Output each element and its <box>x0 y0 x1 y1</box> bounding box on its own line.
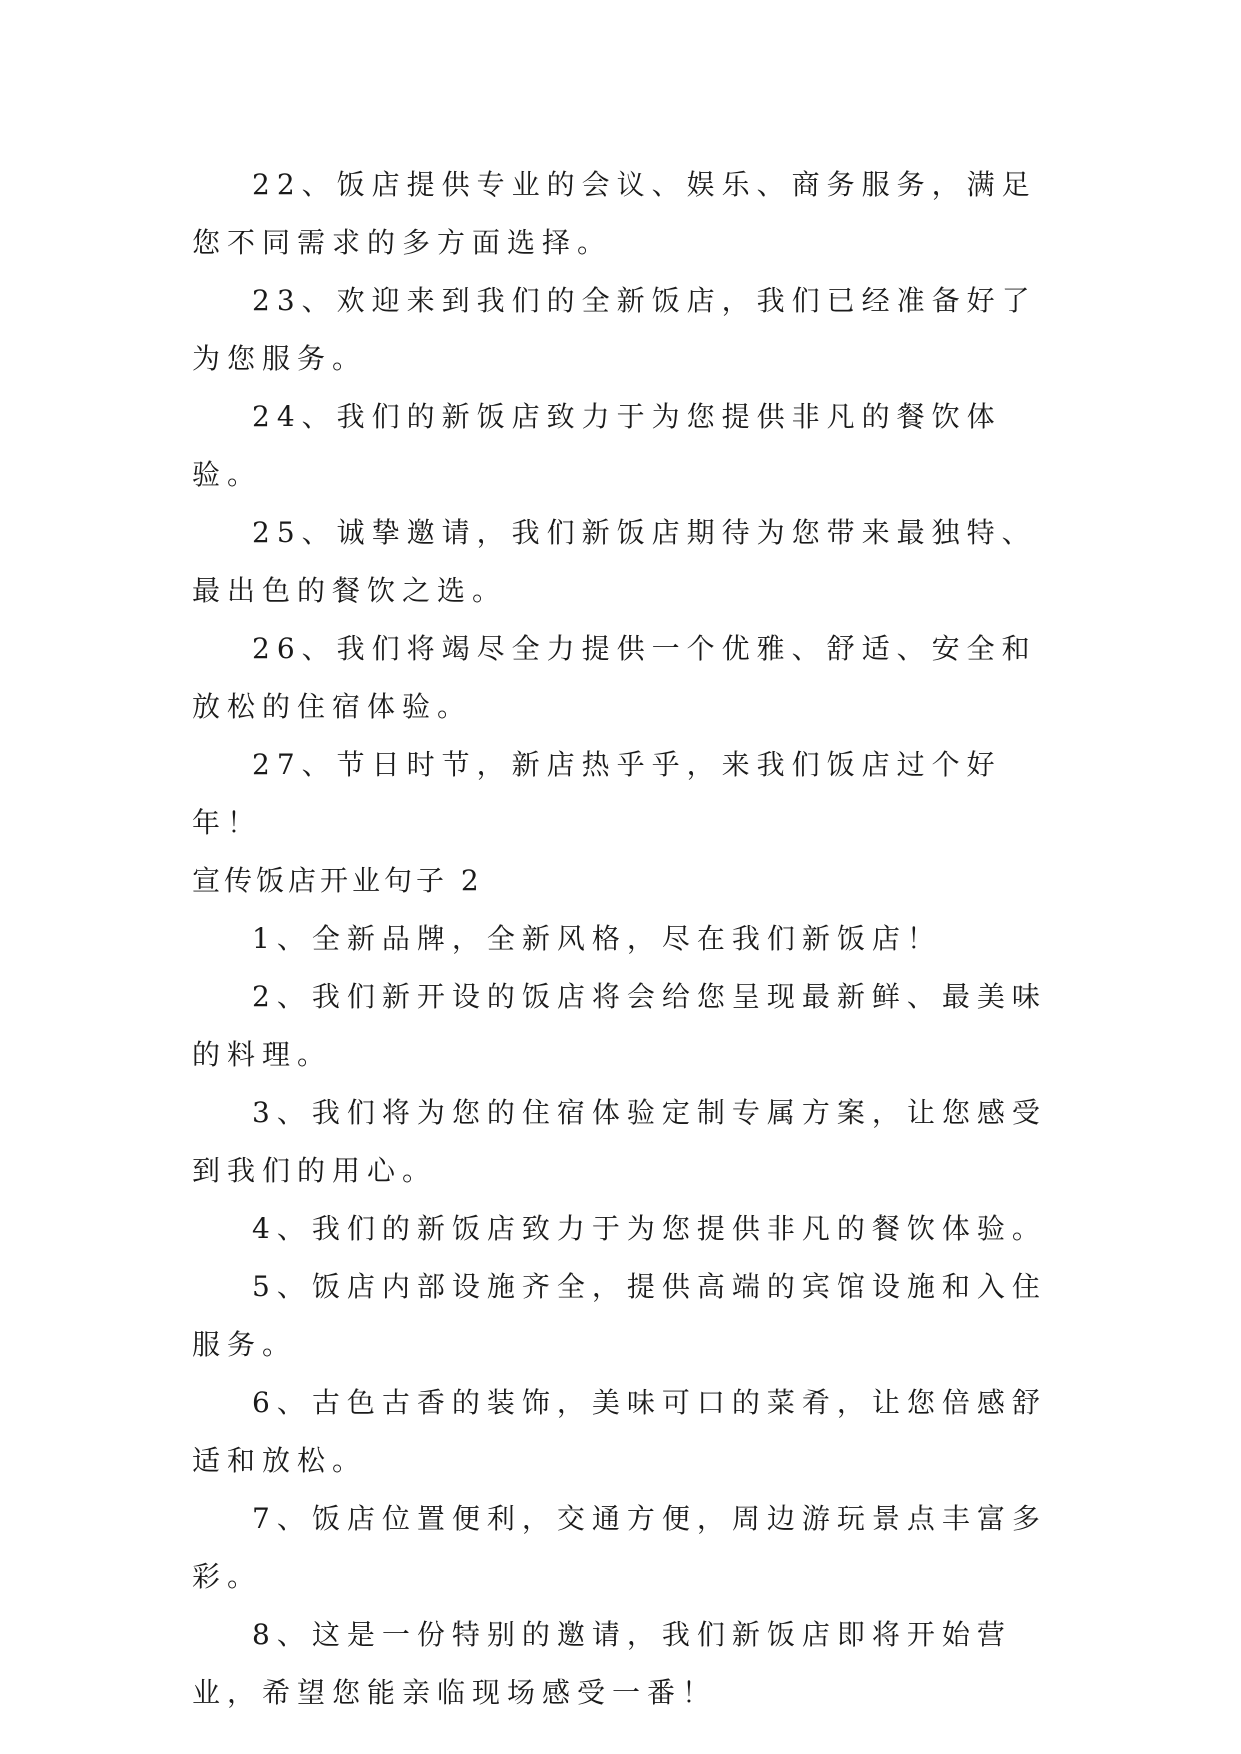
paragraph-item-22: 22、饭店提供专业的会议、娱乐、商务服务，满足您不同需求的多方面选择。 <box>192 168 1037 259</box>
paragraph-item-24: 24、我们的新饭店致力于为您提供非凡的餐饮体验。 <box>192 400 1002 491</box>
paragraph-item-8: 8、这是一份特别的邀请，我们新饭店即将开始营业，希望您能亲临现场感受一番！ <box>192 1618 1012 1709</box>
paragraph-item-7: 7、饭店位置便利，交通方便，周边游玩景点丰富多彩。 <box>192 1502 1047 1593</box>
paragraph-item-5: 5、饭店内部设施齐全，提供高端的宾馆设施和入住服务。 <box>192 1270 1047 1361</box>
paragraph-item-26: 26、我们将竭尽全力提供一个优雅、舒适、安全和放松的住宿体验。 <box>192 632 1037 723</box>
paragraph-item-27: 27、节日时节，新店热乎乎，来我们饭店过个好年！ <box>192 748 1002 839</box>
document-page <box>192 156 1052 1722</box>
paragraph-item-23: 23、欢迎来到我们的全新饭店，我们已经准备好了为您服务。 <box>192 284 1037 375</box>
section-heading: 宣传饭店开业句子 2 <box>192 864 483 897</box>
paragraph-item-2: 2、我们新开设的饭店将会给您呈现最新鲜、最美味的料理。 <box>192 980 1047 1071</box>
paragraph-item-4: 4、我们的新饭店致力于为您提供非凡的餐饮体验。 <box>252 1212 1047 1245</box>
paragraph-item-3: 3、我们将为您的住宿体验定制专属方案，让您感受到我们的用心。 <box>192 1096 1047 1187</box>
paragraph-item-1: 1、全新品牌，全新风格，尽在我们新饭店！ <box>252 922 942 955</box>
paragraph-item-6: 6、古色古香的装饰，美味可口的菜肴，让您倍感舒适和放松。 <box>192 1386 1047 1477</box>
paragraph-item-25: 25、诚挚邀请，我们新饭店期待为您带来最独特、最出色的餐饮之选。 <box>192 516 1037 607</box>
